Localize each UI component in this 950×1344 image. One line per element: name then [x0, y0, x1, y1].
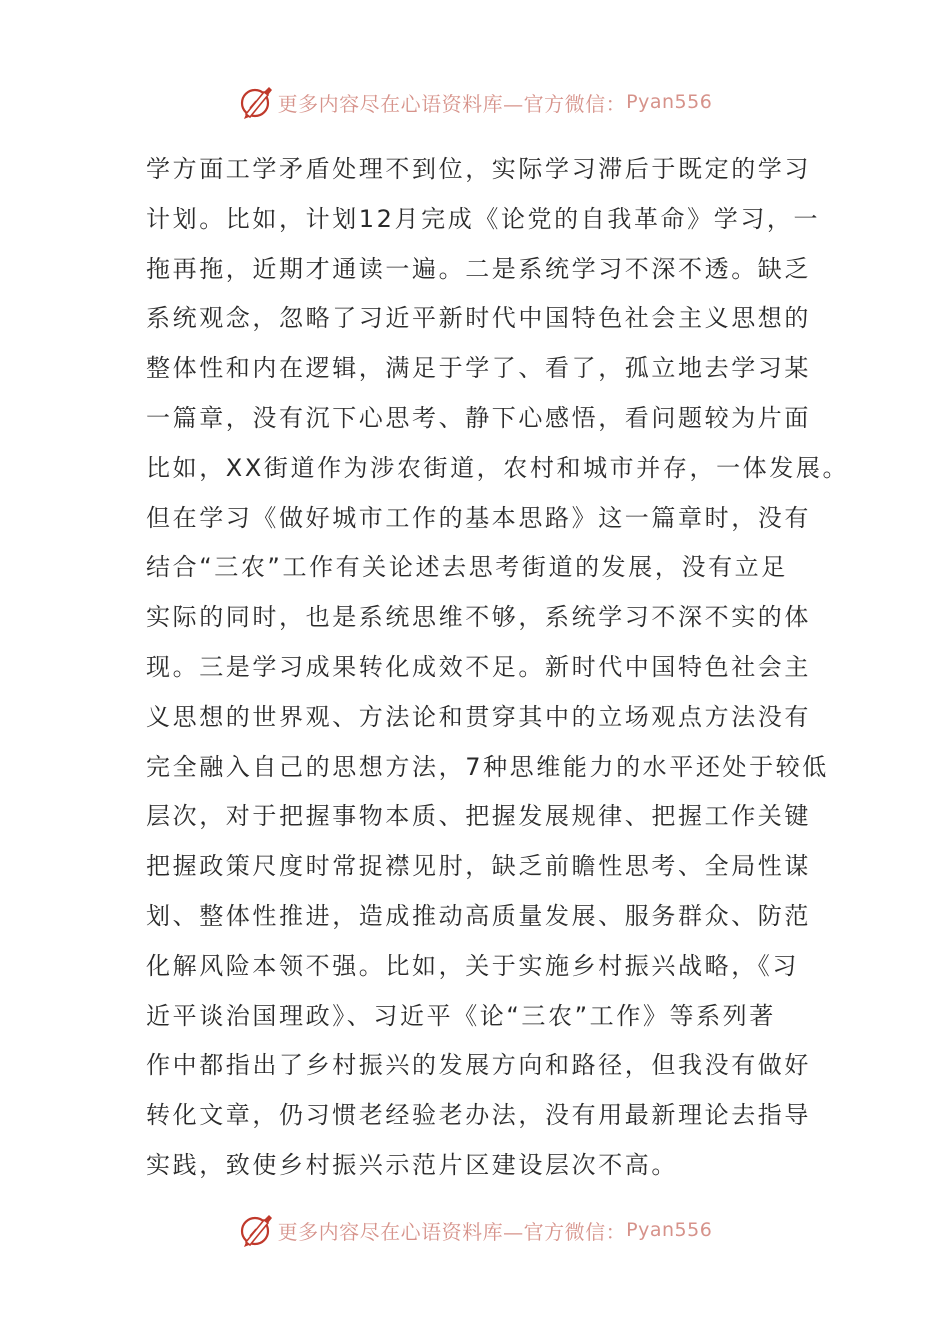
- body-text-line: 学方面工学矛盾处理不到位，实际学习滞后于既定的学习: [146, 155, 811, 183]
- header-banner-text: 更多内容尽在心语资料库—官方微信：: [277, 91, 627, 116]
- body-text-line: 系统观念，忽略了习近平新时代中国特色社会主义思想的: [146, 304, 811, 333]
- body-text-line: 转化文章，仍习惯老经验老办法，没有用最新理论去指导: [146, 1101, 811, 1130]
- body-text-line: 比如，XX街道作为涉农街道，农村和城市并存，一体发展。: [146, 453, 850, 482]
- footer-banner-wechat-id: Pyan556: [626, 1219, 713, 1241]
- header-banner-wechat-id: Pyan556: [626, 91, 713, 113]
- body-text-line: 作中都指出了乡村振兴的发展方向和路径，但我没有做好: [146, 1051, 811, 1080]
- footer-banner-text: 更多内容尽在心语资料库—官方微信：: [277, 1219, 627, 1244]
- body-text-line: 拖再拖，近期才通读一遍。二是系统学习不深不透。缺乏: [146, 254, 811, 283]
- body-text-line: 义思想的世界观、方法论和贯穿其中的立场观点方法没有: [146, 702, 811, 731]
- pen-logo-icon: [238, 1212, 274, 1248]
- body-text-line: 整体性和内在逻辑，满足于学了、看了，孤立地去学习某: [146, 354, 811, 383]
- body-text-line: 但在学习《做好城市工作的基本思路》这一篇章时，没有: [146, 503, 811, 532]
- body-text-line: 实际的同时，也是系统思维不够，系统学习不深不实的体: [146, 603, 811, 632]
- body-text-line: 层次，对于把握事物本质、把握发展规律、把握工作关键: [146, 802, 811, 831]
- body-text-line: 划、整体性推进，造成推动高质量发展、服务群众、防范: [146, 901, 811, 930]
- body-text-line: 化解风险本领不强。比如，关于实施乡村振兴战略，《习: [146, 951, 799, 980]
- body-text-line: 现。三是学习成果转化成效不足。新时代中国特色社会主: [146, 652, 811, 681]
- body-text-line: 完全融入自己的思想方法，7种思维能力的水平还处于较低: [146, 752, 829, 781]
- body-text-line: 计划。比如，计划12月完成《论党的自我革命》学习，一: [146, 204, 821, 233]
- body-text-line: 实践，致使乡村振兴示范片区建设层次不高。: [146, 1150, 678, 1179]
- body-text-line: 一篇章，没有沉下心思考、静下心感悟，看问题较为片面: [146, 403, 811, 432]
- body-text-line: 把握政策尺度时常捉襟见肘，缺乏前瞻性思考、全局性谋: [146, 852, 811, 881]
- footer-watermark-banner: [0, 1210, 950, 1250]
- document-body: [146, 145, 850, 1191]
- body-text-line: 结合“三农”工作有关论述去思考街道的发展，没有立足: [146, 553, 788, 582]
- header-watermark-banner: [0, 82, 950, 122]
- pen-logo-icon: [238, 84, 274, 120]
- body-text-line: 近平谈治国理政》、习近平《论“三农”工作》等系列著: [146, 1001, 776, 1030]
